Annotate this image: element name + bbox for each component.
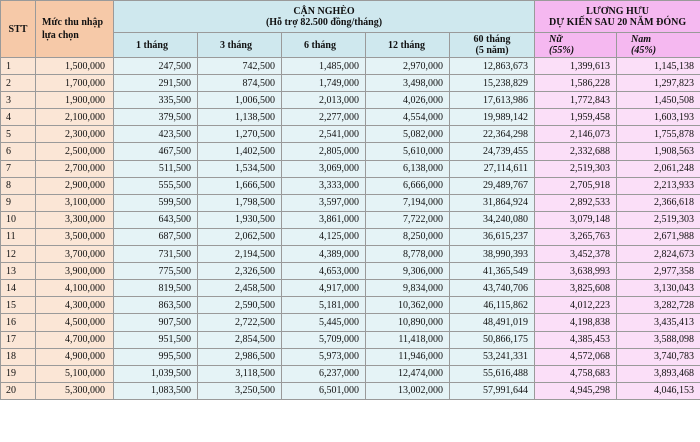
cell-1-month: 907,500 bbox=[114, 314, 198, 331]
table-row bbox=[1, 297, 700, 314]
cell-pension-male: 2,824,673 bbox=[617, 246, 700, 263]
table-row bbox=[1, 211, 700, 228]
cell-1-month: 951,500 bbox=[114, 331, 198, 348]
cell-pension-male: 2,519,303 bbox=[617, 211, 700, 228]
table-row bbox=[1, 246, 700, 263]
cell-pension-male: 1,297,823 bbox=[617, 75, 700, 92]
cell-income: 3,300,000 bbox=[36, 211, 114, 228]
poor-group-title: CẬN NGHÈO bbox=[293, 5, 355, 17]
cell-6-months: 4,917,000 bbox=[282, 280, 366, 297]
cell-pension-female: 4,012,223 bbox=[535, 297, 617, 314]
cell-pension-female: 2,332,688 bbox=[535, 143, 617, 160]
table-row bbox=[1, 177, 700, 194]
cell-1-month: 511,500 bbox=[114, 160, 198, 177]
header-female bbox=[535, 33, 617, 58]
cell-12-months: 11,418,000 bbox=[366, 331, 450, 348]
cell-12-months: 4,554,000 bbox=[366, 109, 450, 126]
cell-income: 4,300,000 bbox=[36, 297, 114, 314]
cell-income: 2,100,000 bbox=[36, 109, 114, 126]
cell-pension-female: 3,079,148 bbox=[535, 211, 617, 228]
cell-pension-female: 3,638,993 bbox=[535, 263, 617, 280]
cell-3-months: 2,062,500 bbox=[198, 228, 282, 245]
cell-stt: 1 bbox=[1, 58, 36, 75]
cell-3-months: 742,500 bbox=[198, 58, 282, 75]
table-row bbox=[1, 228, 700, 245]
table-row bbox=[1, 143, 700, 160]
cell-1-month: 599,500 bbox=[114, 194, 198, 211]
cell-1-month: 643,500 bbox=[114, 211, 198, 228]
table-row bbox=[1, 58, 700, 75]
cell-income: 2,500,000 bbox=[36, 143, 114, 160]
cell-6-months: 3,069,000 bbox=[282, 160, 366, 177]
cell-3-months: 2,326,500 bbox=[198, 263, 282, 280]
cell-pension-male: 4,046,153 bbox=[617, 382, 700, 399]
cell-60-months: 57,991,644 bbox=[450, 382, 535, 399]
header-male bbox=[617, 33, 700, 58]
table-row bbox=[1, 348, 700, 365]
cell-12-months: 12,474,000 bbox=[366, 365, 450, 382]
cell-3-months: 2,722,500 bbox=[198, 314, 282, 331]
cell-pension-male: 2,213,933 bbox=[617, 177, 700, 194]
header-60-months-line1: 60 tháng bbox=[473, 34, 511, 45]
cell-1-month: 731,500 bbox=[114, 246, 198, 263]
cell-60-months: 29,489,767 bbox=[450, 177, 535, 194]
cell-3-months: 2,194,500 bbox=[198, 246, 282, 263]
cell-60-months: 38,990,393 bbox=[450, 246, 535, 263]
cell-1-month: 819,500 bbox=[114, 280, 198, 297]
cell-3-months: 1,402,500 bbox=[198, 143, 282, 160]
cell-pension-male: 3,588,098 bbox=[617, 331, 700, 348]
cell-pension-female: 3,452,378 bbox=[535, 246, 617, 263]
cell-1-month: 995,500 bbox=[114, 348, 198, 365]
cell-stt: 9 bbox=[1, 194, 36, 211]
table-row bbox=[1, 126, 700, 143]
cell-pension-male: 2,061,248 bbox=[617, 160, 700, 177]
cell-1-month: 247,500 bbox=[114, 58, 198, 75]
cell-income: 4,100,000 bbox=[36, 280, 114, 297]
cell-6-months: 3,333,000 bbox=[282, 177, 366, 194]
cell-pension-female: 2,146,073 bbox=[535, 126, 617, 143]
header-female-line1: Nữ bbox=[549, 34, 563, 45]
cell-pension-male: 3,130,043 bbox=[617, 280, 700, 297]
cell-pension-female: 2,519,303 bbox=[535, 160, 617, 177]
cell-6-months: 4,653,000 bbox=[282, 263, 366, 280]
cell-6-months: 6,501,000 bbox=[282, 382, 366, 399]
table-row bbox=[1, 75, 700, 92]
cell-stt: 20 bbox=[1, 382, 36, 399]
cell-12-months: 4,026,000 bbox=[366, 92, 450, 109]
table-row bbox=[1, 194, 700, 211]
cell-60-months: 50,866,175 bbox=[450, 331, 535, 348]
cell-income: 1,500,000 bbox=[36, 58, 114, 75]
cell-stt: 2 bbox=[1, 75, 36, 92]
cell-pension-female: 2,705,918 bbox=[535, 177, 617, 194]
cell-3-months: 1,006,500 bbox=[198, 92, 282, 109]
header-pension-group bbox=[535, 1, 700, 33]
cell-income: 3,900,000 bbox=[36, 263, 114, 280]
cell-12-months: 10,362,000 bbox=[366, 297, 450, 314]
cell-pension-female: 3,265,763 bbox=[535, 228, 617, 245]
cell-1-month: 687,500 bbox=[114, 228, 198, 245]
cell-3-months: 2,458,500 bbox=[198, 280, 282, 297]
cell-3-months: 1,138,500 bbox=[198, 109, 282, 126]
cell-12-months: 2,970,000 bbox=[366, 58, 450, 75]
cell-6-months: 1,749,000 bbox=[282, 75, 366, 92]
cell-income: 2,300,000 bbox=[36, 126, 114, 143]
cell-6-months: 3,597,000 bbox=[282, 194, 366, 211]
cell-6-months: 4,125,000 bbox=[282, 228, 366, 245]
cell-6-months: 4,389,000 bbox=[282, 246, 366, 263]
cell-12-months: 7,194,000 bbox=[366, 194, 450, 211]
table-row bbox=[1, 109, 700, 126]
cell-6-months: 3,861,000 bbox=[282, 211, 366, 228]
cell-6-months: 5,445,000 bbox=[282, 314, 366, 331]
cell-1-month: 335,500 bbox=[114, 92, 198, 109]
table-row bbox=[1, 382, 700, 399]
cell-60-months: 12,863,673 bbox=[450, 58, 535, 75]
cell-3-months: 1,666,500 bbox=[198, 177, 282, 194]
cell-1-month: 863,500 bbox=[114, 297, 198, 314]
cell-stt: 19 bbox=[1, 365, 36, 382]
header-3-months: 3 tháng bbox=[198, 33, 282, 58]
cell-stt: 17 bbox=[1, 331, 36, 348]
cell-6-months: 2,541,000 bbox=[282, 126, 366, 143]
cell-3-months: 1,534,500 bbox=[198, 160, 282, 177]
cell-stt: 15 bbox=[1, 297, 36, 314]
table-body bbox=[1, 58, 700, 400]
table-row bbox=[1, 365, 700, 382]
cell-pension-male: 2,671,988 bbox=[617, 228, 700, 245]
cell-1-month: 555,500 bbox=[114, 177, 198, 194]
cell-60-months: 43,740,706 bbox=[450, 280, 535, 297]
cell-income: 3,700,000 bbox=[36, 246, 114, 263]
pension-group-subtitle: DỰ KIẾN SAU 20 NĂM ĐÓNG bbox=[548, 16, 687, 28]
cell-60-months: 34,240,080 bbox=[450, 211, 535, 228]
cell-6-months: 5,973,000 bbox=[282, 348, 366, 365]
table-row bbox=[1, 160, 700, 177]
header-60-months bbox=[450, 33, 535, 58]
cell-stt: 6 bbox=[1, 143, 36, 160]
cell-pension-male: 3,435,413 bbox=[617, 314, 700, 331]
cell-pension-female: 1,772,843 bbox=[535, 92, 617, 109]
cell-60-months: 22,364,298 bbox=[450, 126, 535, 143]
cell-pension-female: 4,385,453 bbox=[535, 331, 617, 348]
cell-income: 1,900,000 bbox=[36, 92, 114, 109]
cell-60-months: 15,238,829 bbox=[450, 75, 535, 92]
cell-6-months: 2,805,000 bbox=[282, 143, 366, 160]
cell-12-months: 8,250,000 bbox=[366, 228, 450, 245]
cell-3-months: 3,118,500 bbox=[198, 365, 282, 382]
cell-12-months: 5,082,000 bbox=[366, 126, 450, 143]
cell-60-months: 19,989,142 bbox=[450, 109, 535, 126]
table-row bbox=[1, 263, 700, 280]
table-row bbox=[1, 314, 700, 331]
cell-60-months: 48,491,019 bbox=[450, 314, 535, 331]
header-12-months: 12 tháng bbox=[366, 33, 450, 58]
cell-1-month: 379,500 bbox=[114, 109, 198, 126]
cell-12-months: 9,834,000 bbox=[366, 280, 450, 297]
cell-60-months: 53,241,331 bbox=[450, 348, 535, 365]
cell-3-months: 3,250,500 bbox=[198, 382, 282, 399]
cell-pension-female: 3,825,608 bbox=[535, 280, 617, 297]
cell-stt: 3 bbox=[1, 92, 36, 109]
cell-income: 3,500,000 bbox=[36, 228, 114, 245]
cell-income: 5,300,000 bbox=[36, 382, 114, 399]
cell-60-months: 36,615,237 bbox=[450, 228, 535, 245]
cell-pension-male: 3,740,783 bbox=[617, 348, 700, 365]
cell-3-months: 1,798,500 bbox=[198, 194, 282, 211]
cell-12-months: 3,498,000 bbox=[366, 75, 450, 92]
cell-6-months: 2,277,000 bbox=[282, 109, 366, 126]
cell-12-months: 6,138,000 bbox=[366, 160, 450, 177]
cell-pension-male: 3,282,728 bbox=[617, 297, 700, 314]
cell-3-months: 1,270,500 bbox=[198, 126, 282, 143]
cell-income: 2,700,000 bbox=[36, 160, 114, 177]
cell-6-months: 2,013,000 bbox=[282, 92, 366, 109]
header-stt: STT bbox=[1, 1, 36, 58]
cell-pension-male: 1,755,878 bbox=[617, 126, 700, 143]
header-male-line1: Nam bbox=[631, 34, 652, 45]
cell-6-months: 1,485,000 bbox=[282, 58, 366, 75]
poor-group-subtitle: (Hỗ trợ 82.500 đồng/tháng) bbox=[265, 16, 383, 28]
cell-stt: 7 bbox=[1, 160, 36, 177]
cell-stt: 11 bbox=[1, 228, 36, 245]
table-row bbox=[1, 331, 700, 348]
cell-3-months: 2,854,500 bbox=[198, 331, 282, 348]
cell-12-months: 7,722,000 bbox=[366, 211, 450, 228]
cell-stt: 13 bbox=[1, 263, 36, 280]
header-6-months: 6 tháng bbox=[282, 33, 366, 58]
cell-60-months: 24,739,455 bbox=[450, 143, 535, 160]
cell-1-month: 423,500 bbox=[114, 126, 198, 143]
header-1-month: 1 tháng bbox=[114, 33, 198, 58]
cell-1-month: 775,500 bbox=[114, 263, 198, 280]
cell-stt: 16 bbox=[1, 314, 36, 331]
cell-pension-female: 1,586,228 bbox=[535, 75, 617, 92]
cell-60-months: 31,864,924 bbox=[450, 194, 535, 211]
cell-pension-female: 2,892,533 bbox=[535, 194, 617, 211]
cell-pension-male: 1,450,508 bbox=[617, 92, 700, 109]
cell-income: 5,100,000 bbox=[36, 365, 114, 382]
cell-60-months: 17,613,986 bbox=[450, 92, 535, 109]
header-male-line2: (45%) bbox=[631, 45, 657, 56]
pension-group-title: LƯƠNG HƯU bbox=[586, 5, 649, 17]
cell-3-months: 874,500 bbox=[198, 75, 282, 92]
cell-pension-male: 3,893,468 bbox=[617, 365, 700, 382]
cell-60-months: 55,616,488 bbox=[450, 365, 535, 382]
cell-6-months: 5,709,000 bbox=[282, 331, 366, 348]
table-row bbox=[1, 92, 700, 109]
cell-6-months: 5,181,000 bbox=[282, 297, 366, 314]
cell-pension-female: 4,945,298 bbox=[535, 382, 617, 399]
header-60-months-line2: (5 năm) bbox=[475, 45, 509, 56]
cell-pension-female: 4,572,068 bbox=[535, 348, 617, 365]
cell-pension-female: 4,758,683 bbox=[535, 365, 617, 382]
cell-pension-male: 2,366,618 bbox=[617, 194, 700, 211]
cell-pension-female: 1,959,458 bbox=[535, 109, 617, 126]
header-female-line2: (55%) bbox=[549, 45, 575, 56]
cell-1-month: 1,039,500 bbox=[114, 365, 198, 382]
cell-stt: 18 bbox=[1, 348, 36, 365]
header-income-label: Mức thu nhập lựa chọn bbox=[42, 17, 104, 41]
cell-pension-male: 1,145,138 bbox=[617, 58, 700, 75]
cell-12-months: 11,946,000 bbox=[366, 348, 450, 365]
cell-stt: 5 bbox=[1, 126, 36, 143]
cell-3-months: 2,590,500 bbox=[198, 297, 282, 314]
cell-12-months: 13,002,000 bbox=[366, 382, 450, 399]
header-poor-group bbox=[114, 1, 535, 33]
cell-income: 4,700,000 bbox=[36, 331, 114, 348]
cell-stt: 14 bbox=[1, 280, 36, 297]
cell-60-months: 46,115,862 bbox=[450, 297, 535, 314]
cell-1-month: 467,500 bbox=[114, 143, 198, 160]
cell-3-months: 1,930,500 bbox=[198, 211, 282, 228]
cell-income: 4,500,000 bbox=[36, 314, 114, 331]
cell-income: 3,100,000 bbox=[36, 194, 114, 211]
cell-stt: 4 bbox=[1, 109, 36, 126]
cell-60-months: 41,365,549 bbox=[450, 263, 535, 280]
cell-pension-male: 2,977,358 bbox=[617, 263, 700, 280]
cell-12-months: 8,778,000 bbox=[366, 246, 450, 263]
cell-1-month: 1,083,500 bbox=[114, 382, 198, 399]
cell-stt: 12 bbox=[1, 246, 36, 263]
cell-stt: 10 bbox=[1, 211, 36, 228]
cell-12-months: 9,306,000 bbox=[366, 263, 450, 280]
cell-pension-male: 1,908,563 bbox=[617, 143, 700, 160]
cell-income: 4,900,000 bbox=[36, 348, 114, 365]
cell-12-months: 10,890,000 bbox=[366, 314, 450, 331]
cell-12-months: 5,610,000 bbox=[366, 143, 450, 160]
cell-income: 2,900,000 bbox=[36, 177, 114, 194]
cell-pension-female: 1,399,613 bbox=[535, 58, 617, 75]
cell-stt: 8 bbox=[1, 177, 36, 194]
cell-60-months: 27,114,611 bbox=[450, 160, 535, 177]
cell-pension-female: 4,198,838 bbox=[535, 314, 617, 331]
cell-6-months: 6,237,000 bbox=[282, 365, 366, 382]
cell-income: 1,700,000 bbox=[36, 75, 114, 92]
header-income bbox=[36, 1, 114, 58]
cell-3-months: 2,986,500 bbox=[198, 348, 282, 365]
cell-1-month: 291,500 bbox=[114, 75, 198, 92]
cell-12-months: 6,666,000 bbox=[366, 177, 450, 194]
cell-pension-male: 1,603,193 bbox=[617, 109, 700, 126]
table-row bbox=[1, 280, 700, 297]
